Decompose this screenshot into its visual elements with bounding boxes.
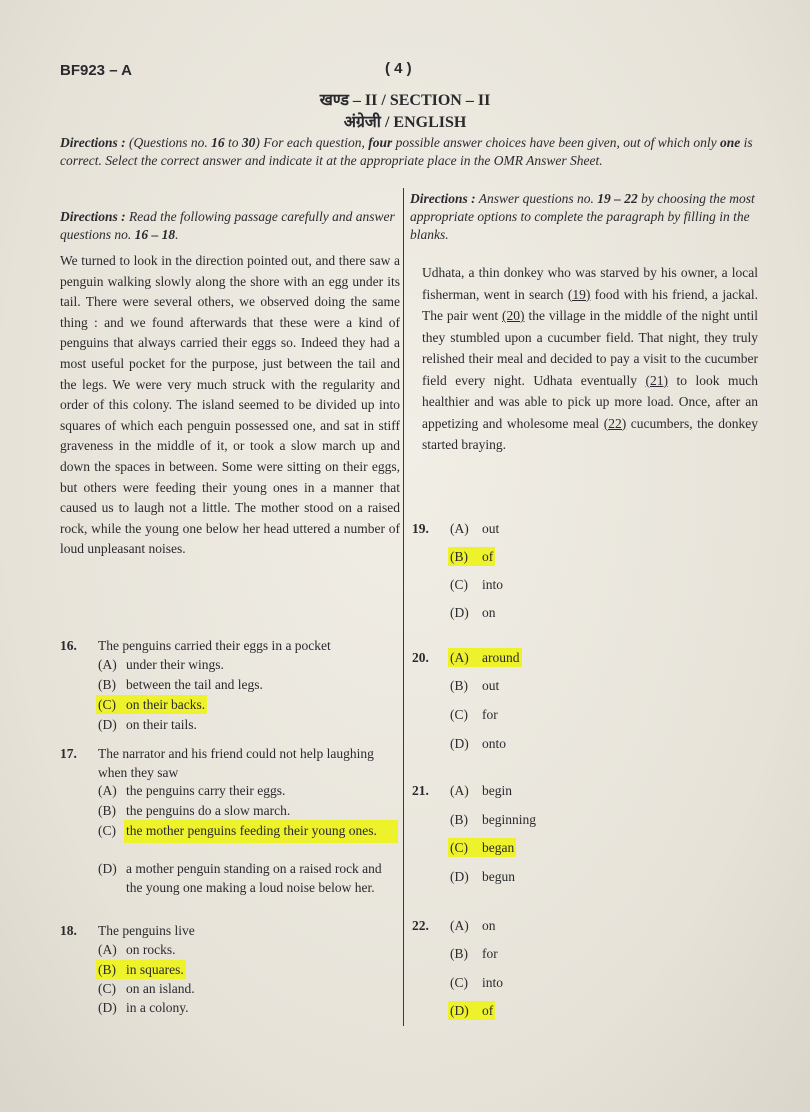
cloze-passage: Udhata, a thin donkey who was starved by his owner, a local fisherman, went in search (19) food with his friend, a jackal. The pair went (20) the village in the middle of the night until they stumbled upon a cucumber field. That night, they truly relished their meal and decided to pay a visit to the cucumber field every night. Udhata eventually (21) to look much healthier and was able to pick up more load. Once, after an appetizing and wholesome meal (22) cucumbers, the donkey started braying.: [422, 265, 759, 452]
option-19d[interactable]: (D) on: [450, 605, 496, 620]
paper-code: BF923 – A: [60, 62, 132, 79]
option-18c[interactable]: (C) on an island.: [98, 981, 195, 996]
blank-20: (20): [502, 308, 525, 323]
question-text: The penguins live: [98, 923, 195, 938]
blank-21: (21): [645, 372, 669, 388]
reading-passage: We turned to look in the direction pointed out, and there saw a penguin walking slowly along the shore with an egg under its tail. There were several others, we observed doing the same thing : and we found afterwards that these were a kind of penguins that always carried their eggs so. Indeed they had a most useful pocket for the purpose, just between the tail and the legs. We were very much struck with the regularity and order of this colony. The island seemed to be divided up into squares of which each penguin possessed one, and sat in stiff graveness in the middle of it, or took a slow march up and down the spaces in between. Some were sitting on their eggs, but others were feeding their young ones in a manner that caused us to laugh not a little. The mother stood on a raised rock, while the young one below her head uttered a number of loud unpleasant noises.: [60, 253, 400, 557]
option-16c[interactable]: (C) on their backs.: [98, 697, 206, 712]
passage-directions: Directions : Read the following passage carefully and answer questions no. 16 – 18.: [60, 209, 395, 242]
option-17a[interactable]: (A) the penguins carry their eggs.: [98, 783, 286, 798]
option-16a[interactable]: (A) under their wings.: [98, 657, 224, 672]
option-19c[interactable]: (C) into: [450, 577, 504, 592]
column-divider: [403, 188, 404, 1026]
page-number: ( 4 ): [385, 60, 412, 77]
option-18d[interactable]: (D) in a colony.: [98, 1000, 189, 1015]
question-number: 21.: [412, 783, 429, 798]
option-17b[interactable]: (B) the penguins do a slow march.: [98, 803, 291, 818]
option-20d[interactable]: (D) onto: [450, 736, 507, 751]
question-number: 22.: [412, 918, 429, 933]
option-22b[interactable]: (B) for: [450, 946, 498, 961]
question-number: 18.: [60, 923, 77, 938]
option-21d[interactable]: (D) begun: [450, 869, 515, 884]
option-18a[interactable]: (A) on rocks.: [98, 942, 176, 957]
cloze-directions: Directions : Answer questions no. 19 – 22 by choosing the most appropriate options to complete the paragraph by filling in the blanks.: [410, 191, 755, 242]
option-20a[interactable]: (A) around: [450, 650, 520, 665]
blank-19: (19): [567, 286, 591, 302]
question-number: 20.: [412, 650, 429, 665]
option-21a[interactable]: (A) begin: [450, 783, 512, 798]
option-18b[interactable]: (B) in squares.: [98, 962, 184, 977]
question-number: 19.: [412, 521, 429, 536]
question-number: 17.: [60, 746, 77, 761]
option-19b[interactable]: (B) of: [450, 549, 494, 564]
option-17c[interactable]: (C) the mother penguins feeding their young ones.: [98, 822, 398, 841]
option-17d[interactable]: (D) a mother penguin standing on a raised rock and the young one making a loud noise below her.: [98, 861, 382, 895]
option-21c[interactable]: (C) began: [450, 840, 515, 855]
question-number: 16.: [60, 638, 77, 653]
option-20c[interactable]: (C) for: [450, 707, 498, 722]
option-16d[interactable]: (D) on their tails.: [98, 717, 197, 732]
question-text: The penguins carried their eggs in a pocket: [98, 638, 331, 653]
option-22a[interactable]: (A) on: [450, 918, 496, 933]
option-16b[interactable]: (B) between the tail and legs.: [98, 677, 263, 692]
question-text: The narrator and his friend could not help laughing when they saw: [98, 746, 374, 780]
section-title: खण्ड – II / SECTION – II: [319, 92, 491, 109]
option-20b[interactable]: (B) out: [450, 678, 500, 693]
section-subtitle: अंग्रेजी / ENGLISH: [343, 114, 467, 131]
option-22d[interactable]: (D) of: [450, 1003, 494, 1018]
option-19a[interactable]: (A) out: [450, 521, 500, 536]
general-directions: Directions : (Questions no. 16 to 30) For each question, four possible answer choices have been given, out of which only one is correct. Select the correct answer and indicate it at the appropriate place in the OMR Answer Sheet.: [60, 135, 753, 168]
option-22c[interactable]: (C) into: [450, 975, 504, 990]
blank-22: (22): [603, 415, 627, 431]
option-21b[interactable]: (B) beginning: [450, 812, 536, 827]
